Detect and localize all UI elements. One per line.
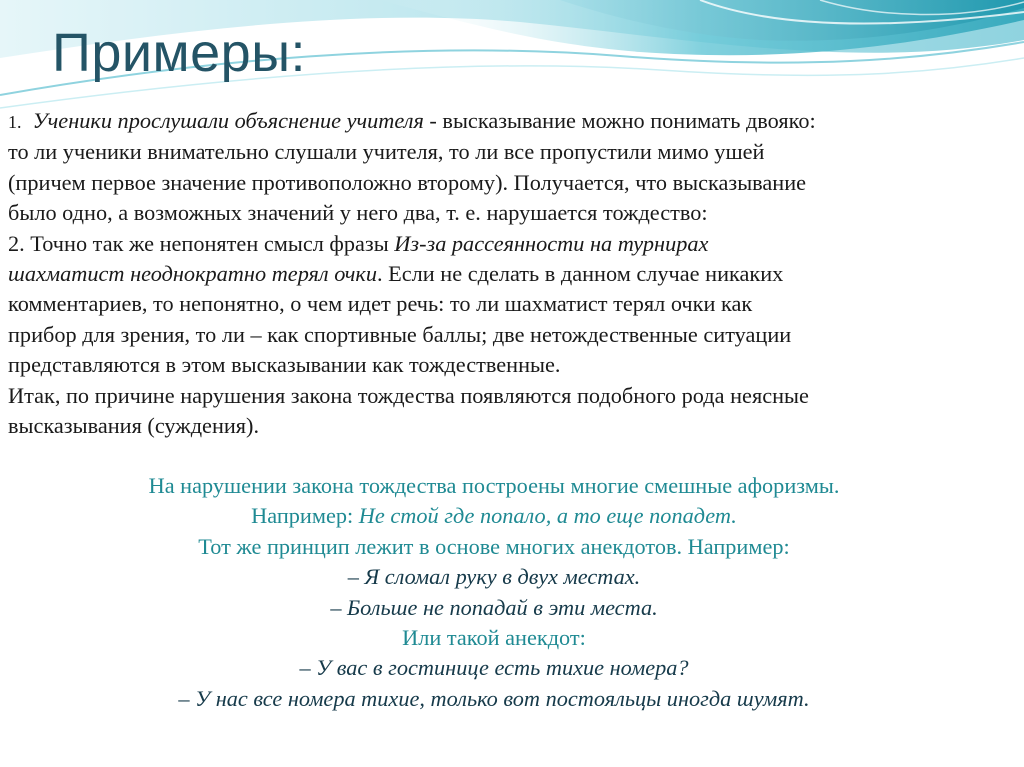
joke-1-line-1: – Я сломал руку в двух местах. (347, 564, 641, 590)
body-line-3: (причем первое значение противоположно второму). Получается, что высказывание (8, 169, 807, 195)
body-line-10: Итак, по причине нарушения закона тождества появляются подобного рода неясные (8, 382, 809, 408)
joke-2-line-1: – У вас в гостинице есть тихие номера? (299, 655, 689, 681)
aphorism: Не стой где попало, а то еще попадет. (358, 503, 737, 529)
body-line-11: высказывания (суждения). (8, 413, 260, 439)
example-phrase-2b: шахматист неоднократно терял очки (8, 261, 377, 287)
examples-line-1: На нарушении закона тождества построены многие смешные афоризмы. (148, 473, 840, 498)
examples-block (0, 471, 988, 714)
body-line-7: комментариев, то непонятно, о чем идет речь: то ли шахматист терял очки как (8, 291, 753, 317)
body-line-9: представляются в этом высказывании как тождественные. (8, 352, 561, 378)
body-line-6: шахматист неоднократно терял очки. Если не сделать в данном случае никаких (8, 261, 784, 287)
slide-title: Примеры: (52, 23, 307, 83)
body-line-8: прибор для зрения, то ли – как спортивные баллы; две нетождественные ситуации (8, 321, 792, 347)
example-phrase-2a: Из-за рассеянности на турнирах (394, 230, 709, 256)
item-number-1: 1. (8, 112, 22, 132)
body-line-1: 1. Ученики прослушали объяснение учителя - высказывание можно понимать двояко: (8, 108, 816, 133)
body-line-2: то ли ученики внимательно слушали учителя, то ли все пропустили мимо ушей (8, 139, 765, 165)
examples-line-2: Например: Не стой где попало, а то еще попадет. (251, 503, 737, 529)
body-line-5: 2. Точно так же непонятен смысл фразы Из-за рассеянности на турнирах (8, 230, 709, 256)
joke-1-line-2: – Больше не попадай в эти места. (330, 594, 658, 620)
examples-line-3: Тот же принцип лежит в основе многих анекдотов. Например: (198, 533, 790, 559)
body-line-4: было одно, а возможных значений у него два, т. е. нарушается тождество: (8, 200, 708, 226)
body-text (8, 106, 1008, 441)
example-phrase-1: Ученики прослушали объяснение учителя (32, 108, 424, 133)
joke-2-line-2: – У нас все номера тихие, только вот постояльцы иногда шумят. (178, 685, 810, 711)
examples-line-6: Или такой анекдот: (402, 625, 586, 651)
